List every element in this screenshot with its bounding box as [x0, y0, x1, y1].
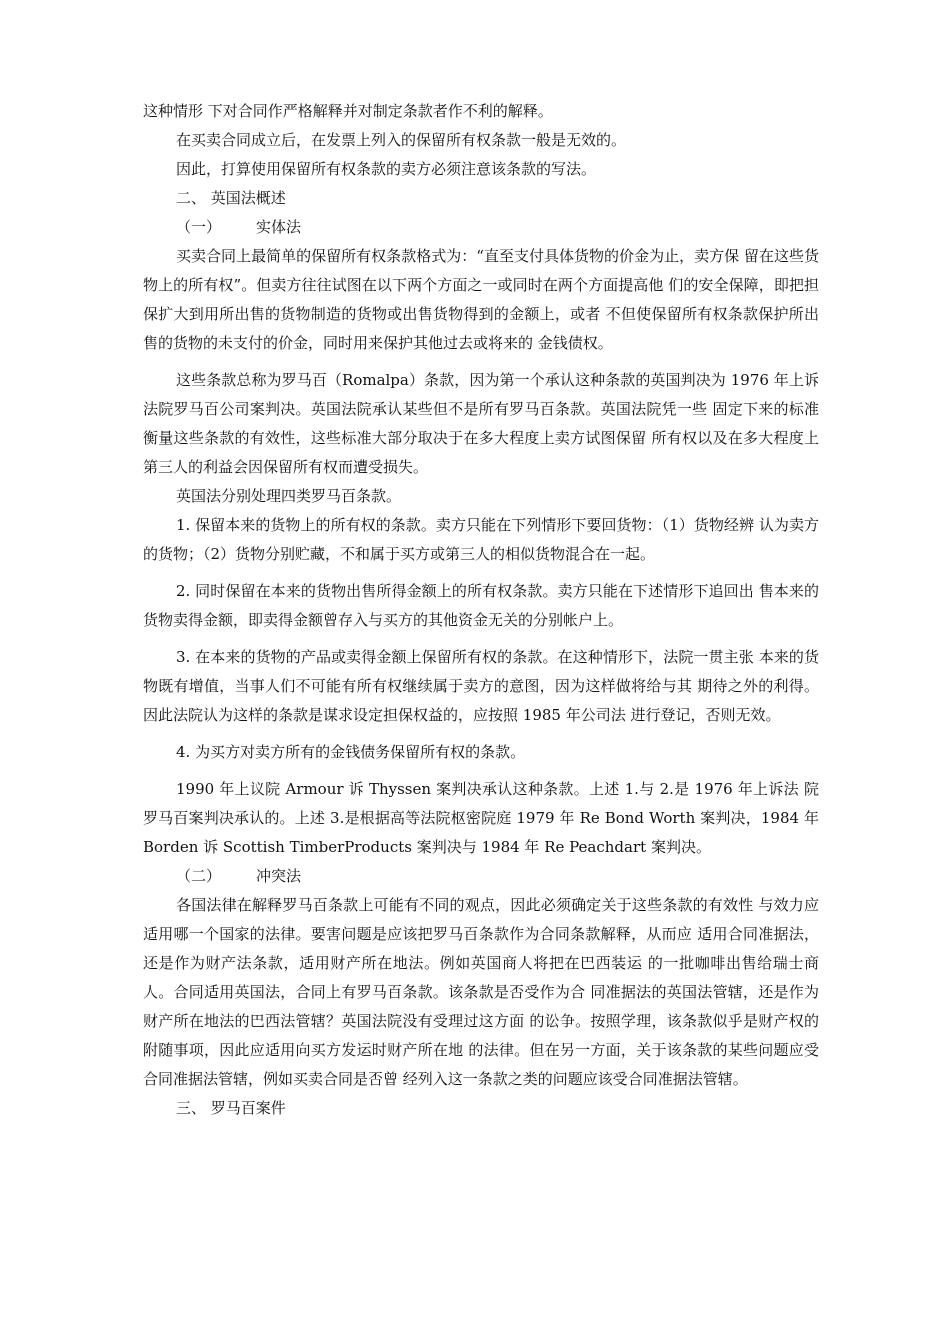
list-item: 3. 在本来的货物的产品或卖得金额上保留所有权的条款。在这种情形下，法院一贯主张 本来的货物既有增值，当事人们不可能有所有权继续属于卖方的意图，因为这样做将给与其 期待之外的利得。因此法院认为这样的条款是谋求设定担保权益的，应按照 1985 年公司法 进行登记，否则无效。: [143, 648, 819, 724]
paragraph: 因此，打算使用保留所有权条款的卖方必须注意该条款的写法。: [176, 160, 597, 178]
paragraph: 在买卖合同成立后，在发票上列入的保留所有权条款一般是无效的。: [176, 131, 627, 149]
section-heading: 三、 罗马百案件: [176, 1099, 286, 1117]
list-item: 4. 为买方对卖方所有的金钱债务保留所有权的条款。: [176, 743, 526, 761]
subsection-number: （二）: [176, 867, 222, 885]
list-item: 2. 同时保留在本来的货物出售所得金额上的所有权条款。卖方只能在下述情形下追回出 售本来的货物卖得金额，即卖得金额曾存入与买方的其他资金无关的分别帐户上。: [143, 582, 819, 629]
subsection-title: 实体法: [256, 218, 302, 236]
section-heading: 二、 英国法概述: [176, 189, 286, 207]
subsection-heading: [143, 862, 819, 891]
paragraph: 1990 年上议院 Armour 诉 Thyssen 案判决承认这种条款。上述 1.与 2.是 1976 年上诉法 院罗马百案判决承认的。上述 3.是根据高等法院枢密院庭 1979 年 Re Bond Worth 案判决，1984 年 Borden 诉 Scottish TimberProducts 案判决与 1984 年 Re Peachdart 案判决。: [143, 780, 819, 856]
subsection-title: 冲突法: [256, 867, 302, 885]
paragraph: 各国法律在解释罗马百条款上可能有不同的观点，因此必须确定关于这些条款的有效性 与效力应适用哪一个国家的法律。要害问题是应该把罗马百条款作为合同条款解释，从而应 适用合同准据法，还是作为财产法条款，适用财产所在地法。例如英国商人将把在巴西装运 的一批咖啡出售给瑞士商人。合同适用英国法，合同上有罗马百条款。该条款是否受作为合 同准据法的英国法管辖，还是作为财产所在地法的巴西法管辖？英国法院没有受理过这方面 的讼争。按照学理，该条款似乎是财产权的附随事项，因此应适用向买方发运时财产所在地 的法律。但在另一方面，关于该条款的某些问题应受合同准据法管辖，例如买卖合同是否曾 经列入这一条款之类的问题应该受合同准据法管辖。: [143, 896, 819, 1088]
list-item: 1. 保留本来的货物上的所有权的条款。卖方只能在下列情形下要回货物：（1）货物经辨 认为卖方的货物；（2）货物分别贮藏，不和属于买方或第三人的相似货物混合在一起。: [143, 516, 819, 563]
subsection-heading: [143, 213, 819, 242]
paragraph: 买卖合同上最简单的保留所有权条款格式为：“直至支付具体货物的价金为止，卖方保 留在这些货物上的所有权”。但卖方往往试图在以下两个方面之一或同时在两个方面提高他 们的安全保障，即把担保扩大到用所出售的货物制造的货物或出售货物得到的金额上，或者 不但使保留所有权条款保护所出售的货物的未支付的价金，同时用来保护其他过去或将来的 金钱债权。: [143, 247, 819, 352]
paragraph: 这些条款总称为罗马百（Romalpa）条款，因为第一个承认这种条款的英国判决为 1976 年上诉法院罗马百公司案判决。英国法院承认某些但不是所有罗马百条款。英国法院凭一些 固定下来的标准衡量这些条款的有效性，这些标准大部分取决于在多大程度上卖方试图保留 所有权以及在多大程度上第三人的利益会因保留所有权而遭受损失。: [143, 371, 819, 476]
subsection-number: （一）: [176, 218, 222, 236]
paragraph: 这种情形 下对合同作严格解释并对制定条款者作不利的解释。: [143, 102, 553, 120]
paragraph: 英国法分别处理四类罗马百条款。: [176, 487, 402, 505]
document-page: [143, 97, 819, 1123]
